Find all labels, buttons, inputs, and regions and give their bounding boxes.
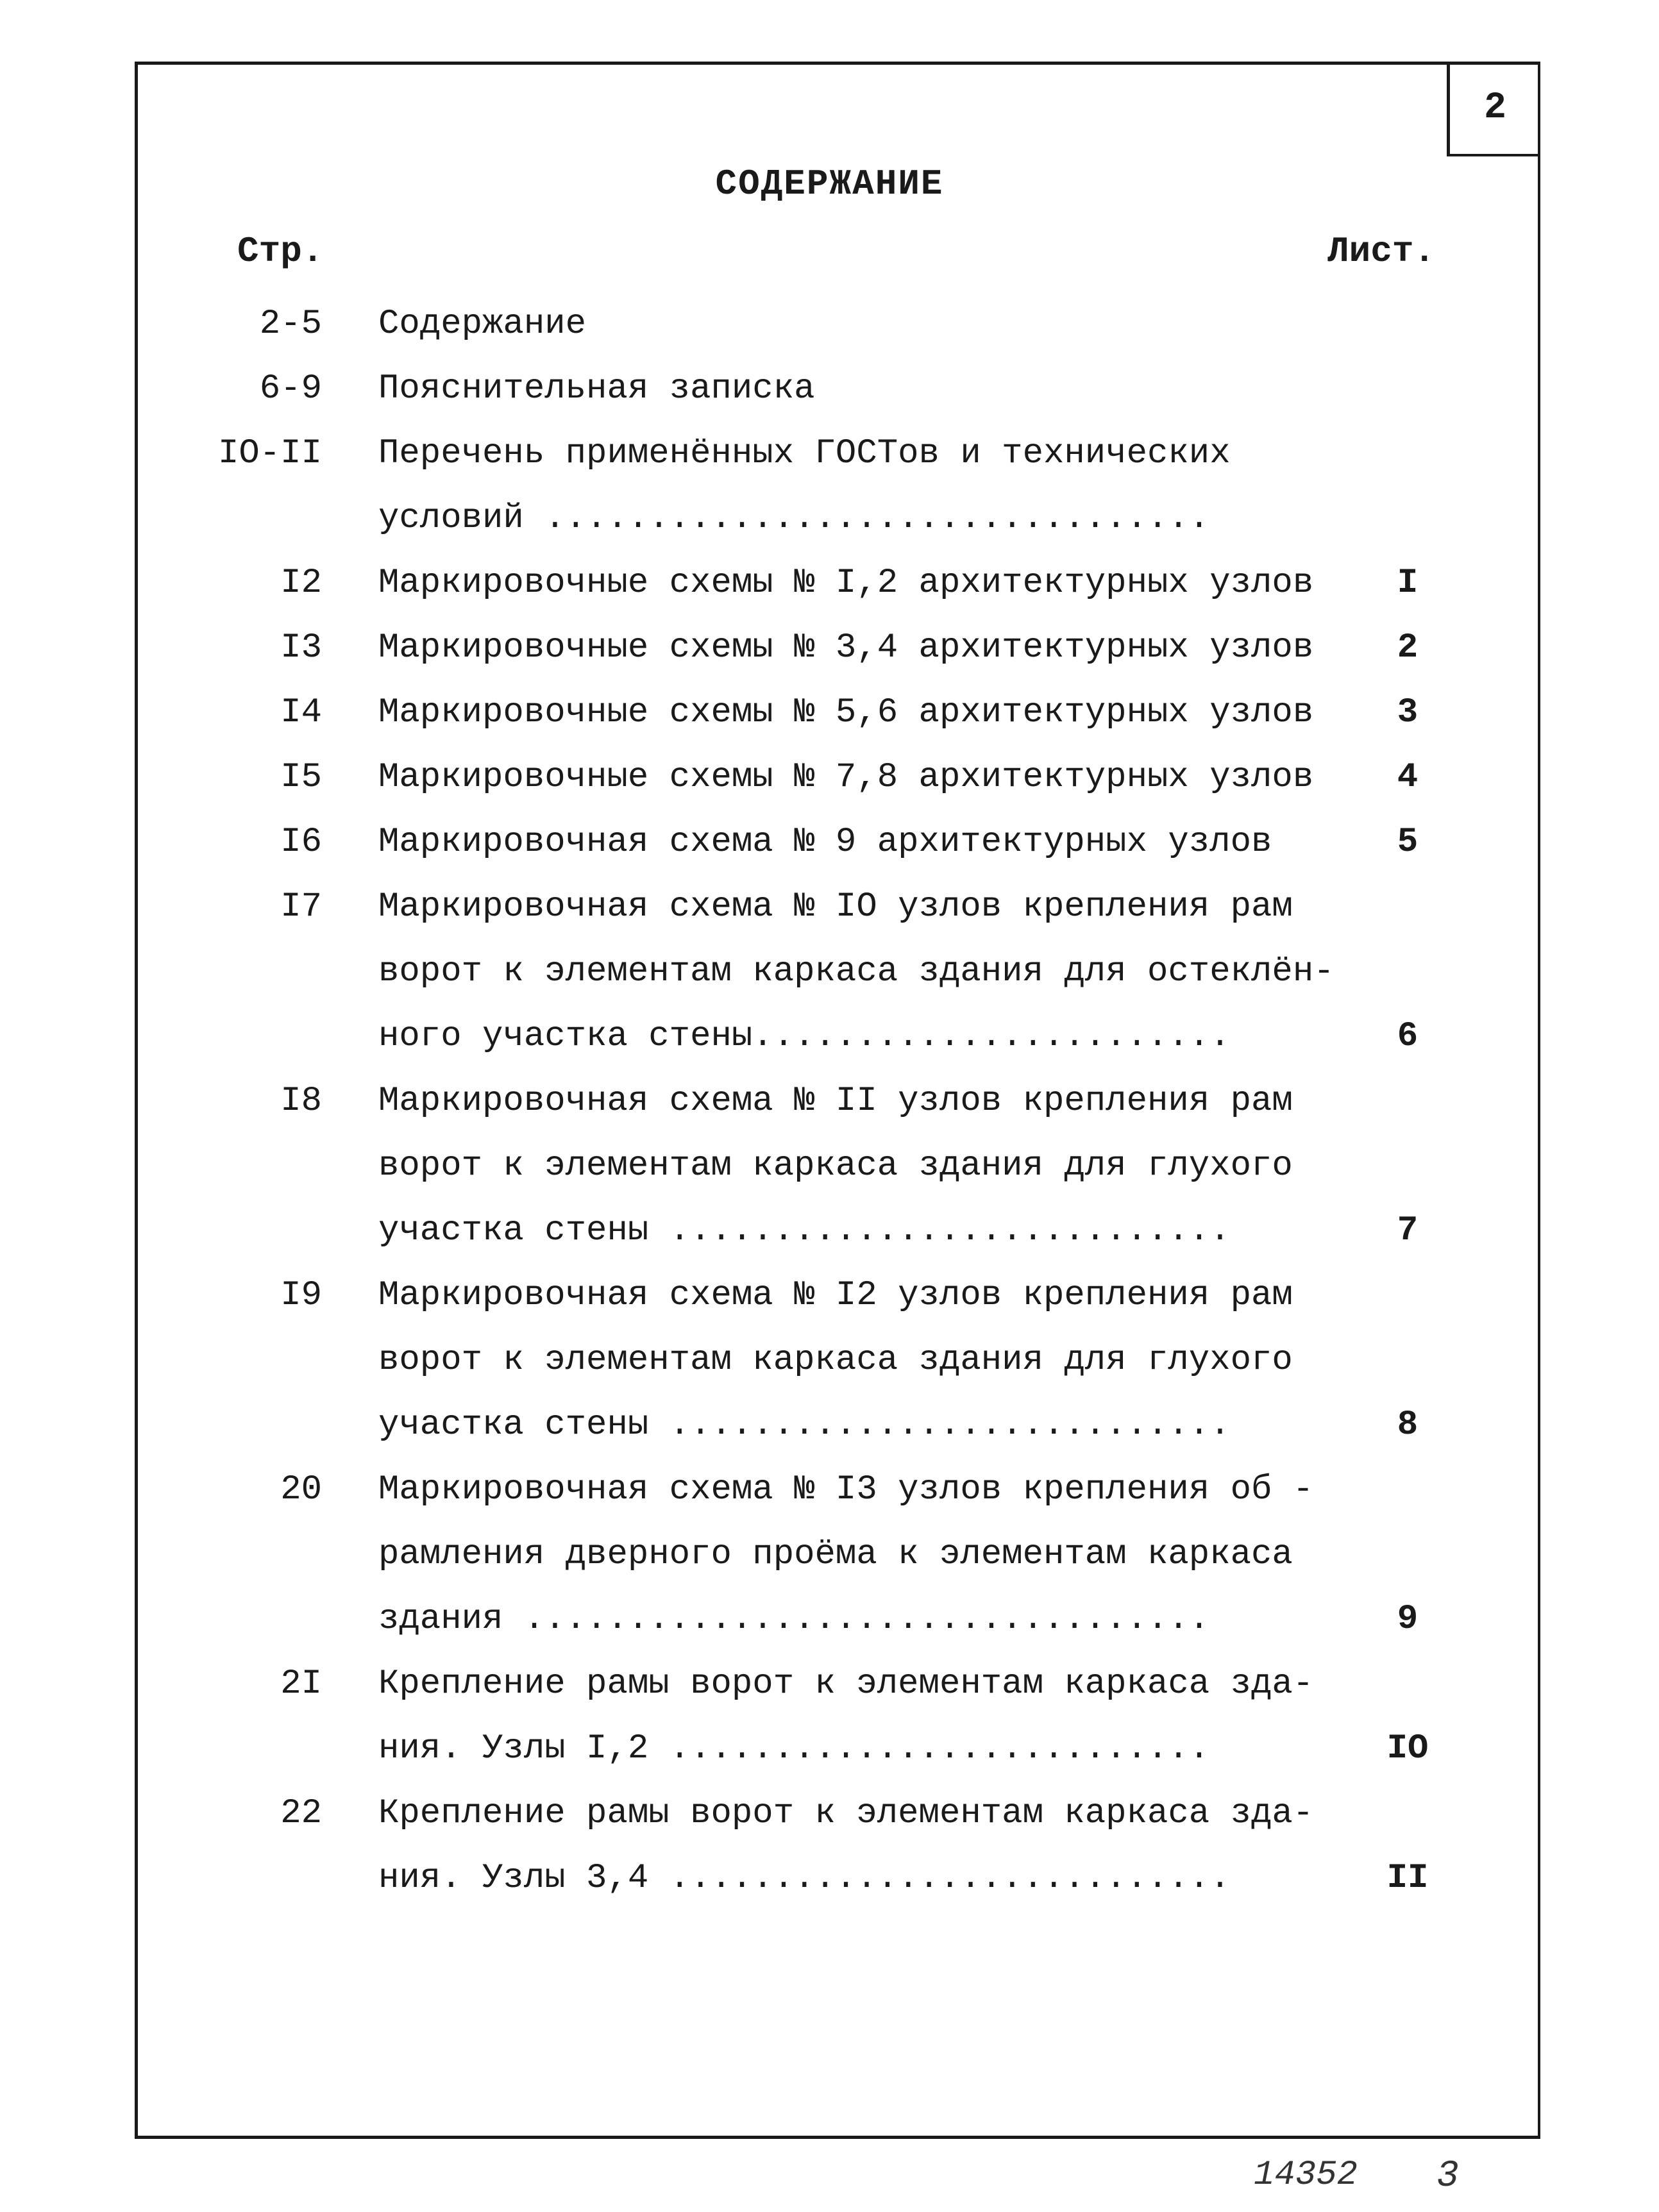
toc-entry-text: Маркировочная схема № I3 узлов крепления об - [378,1470,1314,1509]
toc-entry-text: Маркировочная схема № I2 узлов крепления рам [378,1276,1293,1315]
toc-entry-text: Маркировочные схемы № 5,6 архитектурных узлов [378,693,1314,732]
document-number: 14352 [1254,2156,1358,2195]
toc-page-range: 20 [280,1470,322,1509]
toc-line [0,1134,1659,1198]
toc-page-range: I7 [280,887,322,926]
toc-sheet-number: IO [1386,1729,1429,1768]
toc-entry-text: участка стены ........................... [378,1405,1231,1445]
toc-line [0,1716,1659,1781]
toc-entry [0,421,1659,551]
toc-line [0,1587,1659,1652]
toc-page-range: 2-5 [259,305,322,344]
toc-entry [0,680,1659,745]
toc-page-range: I3 [280,628,322,667]
toc-line [0,292,1659,356]
toc-entry-text: участка стены ........................... [378,1211,1231,1250]
toc-line [0,1781,1659,1846]
toc-sheet-number: 5 [1397,823,1419,862]
toc-sheet-number: II [1386,1859,1429,1898]
toc-line [0,616,1659,680]
toc-entry [0,292,1659,356]
toc-line [0,356,1659,421]
sheet-number-box [1447,62,1540,156]
toc-entry-text: Крепление рамы ворот к элементам каркаса зда- [378,1664,1314,1704]
toc-sheet-number: I [1397,564,1419,603]
toc-entry [0,1069,1659,1263]
toc-line [0,745,1659,810]
page-column-header: Стр. [237,231,324,272]
toc-page-range: 6-9 [259,369,322,408]
toc-line [0,1522,1659,1587]
toc-line [0,939,1659,1004]
toc-entry-text: Содержание [378,305,587,344]
toc-page-range: 22 [280,1794,322,1833]
toc-entry-text: Маркировочные схемы № I,2 архитектурных узлов [378,564,1314,603]
toc-entry [0,875,1659,1069]
toc-entry [0,356,1659,421]
toc-page-range: I4 [280,693,322,732]
toc-entry-text: рамления дверного проёма к элементам каркаса [378,1535,1293,1574]
toc-entry [0,1652,1659,1781]
toc-entry-text: ния. Узлы 3,4 ........................... [378,1859,1231,1898]
toc-page-range: I6 [280,823,322,862]
toc-entry-text: условий ................................ [378,499,1210,538]
toc-line [0,810,1659,875]
sheet-number: 2 [1484,87,1506,129]
toc-entry-text: ного участка стены....................... [378,1017,1231,1056]
toc-entry-text: ворот к элементам каркаса здания для глухого [378,1146,1293,1186]
toc-page-range: I8 [280,1082,322,1121]
toc-entry-text: Маркировочная схема № II узлов крепления рам [378,1082,1293,1121]
footer-page-number: 3 [1436,2156,1459,2197]
toc-line [0,1652,1659,1716]
page-title: СОДЕРЖАНИЕ [715,163,944,205]
toc-line [0,1069,1659,1134]
toc-entry-text: Маркировочные схемы № 3,4 архитектурных узлов [378,628,1314,667]
toc-entry-text: Пояснительная записка [378,369,815,408]
toc-entry-text: ния. Узлы I,2 .......................... [378,1729,1210,1768]
toc-entry [0,1457,1659,1652]
toc-entry-text: Крепление рамы ворот к элементам каркаса зда- [378,1794,1314,1833]
toc-page-range: IO-II [217,434,322,473]
toc-line [0,680,1659,745]
toc-entry [0,551,1659,616]
toc-line [0,1457,1659,1522]
toc-line [0,551,1659,616]
toc-entry [0,1263,1659,1457]
toc-sheet-number: 3 [1397,693,1419,732]
toc-line [0,1846,1659,1911]
toc-line [0,486,1659,551]
toc-line [0,1004,1659,1069]
toc-sheet-number: 8 [1397,1405,1419,1445]
toc-page-range: I5 [280,758,322,797]
toc-entry-text: ворот к элементам каркаса здания для глухого [378,1341,1293,1380]
toc-page-range: I9 [280,1276,322,1315]
toc-entry [0,1781,1659,1911]
toc-sheet-number: 2 [1397,628,1419,667]
toc-sheet-number: 4 [1397,758,1419,797]
toc-page-range: I2 [280,564,322,603]
toc-entry-text: Маркировочная схема № 9 архитектурных узлов [378,823,1272,862]
toc-entry-text: Маркировочная схема № IO узлов крепления рам [378,887,1293,926]
sheet-column-header: Лист. [1327,231,1436,272]
toc-line [0,1198,1659,1263]
toc-line [0,875,1659,939]
toc-sheet-number: 7 [1397,1211,1419,1250]
toc-sheet-number: 9 [1397,1600,1419,1639]
table-of-contents [0,292,1659,1911]
toc-line [0,1328,1659,1393]
toc-line [0,1263,1659,1328]
toc-line [0,1393,1659,1457]
toc-entry-text: ворот к элементам каркаса здания для остеклён- [378,952,1335,991]
toc-entry-text: Перечень применённых ГОСТов и технических [378,434,1231,473]
toc-entry [0,745,1659,810]
toc-entry [0,616,1659,680]
toc-entry-text: здания ................................. [378,1600,1210,1639]
toc-entry [0,810,1659,875]
toc-page-range: 2I [280,1664,322,1704]
toc-line [0,421,1659,486]
toc-sheet-number: 6 [1397,1017,1419,1056]
toc-entry-text: Маркировочные схемы № 7,8 архитектурных узлов [378,758,1314,797]
